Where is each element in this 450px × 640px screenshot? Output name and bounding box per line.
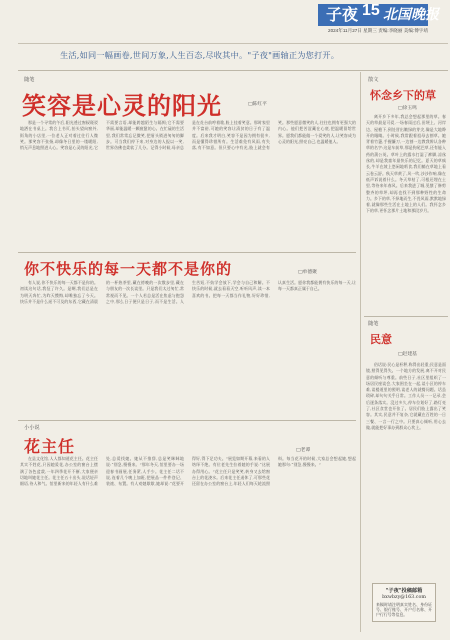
article-body: 有人说,你不快乐的每一天都不是你的。初读这句话,我怔了许久。是啊,我们总是在为明天奔忙,为昨天懊悔,却唯独忘了今天。快乐并不是什么遥不可及的东西,它藏在清晨的一杯热茶里,藏在傍晚的一次散步里,藏在与朋友的一次长谈里。只是我们太过匆忙,常常视而不见。一个人若总是活在焦虑与抱怨之中,那么日子便只是日子,而不是生活。人生苦短,不妨学会放下,学会与自己和解。不快乐的时候,就去看看天空,听听风声,读一本喜欢的书。把每一天都当作礼物,好好珍惜,认真生活。愿你我都能拥有快乐的每一天,让每一天都真正属于自己。 bbox=[20, 280, 356, 304]
submission-title: "子夜"投稿邮箱 bbox=[385, 588, 423, 594]
divider bbox=[18, 43, 448, 44]
article-author: □陈红平 bbox=[248, 102, 267, 107]
article-title: 怀念乡下的草 bbox=[370, 89, 436, 102]
article-column-tag: 散文 bbox=[368, 77, 379, 83]
masthead bbox=[0, 0, 450, 42]
newspaper-logo: 北国晚报 bbox=[383, 7, 439, 23]
divider bbox=[18, 420, 356, 421]
article-author: □老谭 bbox=[296, 448, 311, 453]
section-name: 子夜 bbox=[326, 5, 359, 24]
article-column-tag: 随笔 bbox=[368, 321, 379, 327]
section-slogan: 生活,如同一幅画卷,世间万象,人生百态,尽收其中。"子夜"画轴正为您打开。 bbox=[60, 50, 340, 60]
column-divider bbox=[360, 72, 361, 632]
article-body: 俗话说:民心是杆秤,称得出轻重;民意是面镜,照得见得失。一个地方的发展,离不开对民意的倾听与尊重。前些日子,社区里组织了一场居民座谈会,大家围坐在一起,谈小区的停车难,谈楼道里的照明,谈老人的就餐问题。话虽琐碎,却句句关乎日常。工作人员一一记录,会后逐条落实。没过多久,停车位划好了,路灯亮了,社区食堂也开张了。居民们脸上露出了笑容。其实,民意并不复杂,它就藏在百姓的一日三餐、一言一行之中。只要真心倾听,用心去做,就能把好事办到群众心坎上。 bbox=[366, 362, 446, 430]
article-column-tag: 随笔 bbox=[24, 77, 35, 83]
divider bbox=[18, 252, 356, 253]
submission-email[interactable]: bxwbzy@163.com bbox=[382, 595, 426, 600]
page-number: 15 bbox=[362, 2, 380, 19]
article-author: □赵建基 bbox=[398, 352, 417, 357]
submission-note: 来稿时请注明真实姓名、身份证号、银行账号、开户行名称、开户行行号等信息。 bbox=[376, 602, 432, 618]
article-title: 民意 bbox=[370, 333, 392, 346]
submission-info-box bbox=[372, 583, 436, 622]
article-title: 花主任 bbox=[24, 437, 76, 456]
article-title: 笑容是心灵的阳光 bbox=[22, 91, 222, 120]
article-body: 那是一个寻常的午后,阳光透过窗棂斑驳地洒在书桌上。我合上书页,抬头望向窗外,街角的小店里,一位老人正对着过往行人微笑。那笑容不张扬,却像冬日里的一缕暖阳,悄无声息地照进人心。笑容是心灵的阳光,它不需要言语,却能跨越陌生与隔阂;它不需要华丽,却能温暖一颗疲惫的心。在忙碌的生活里,我们常常忘记微笑,把眉头锁进匆匆的脚步。可当我们停下来,对身边的人报以一笑,世界仿佛也柔软了几分。记得小时候,母亲总是在灶台前哼着歌,脸上挂着笑意。那时家里并不富裕,可她的笑容让清贫的日子有了温度。后来我才明白,笑容不是因为拥有很多,而是懂得珍惜所有。生活难免有风雨,有失落,有不如意。但只要心中有光,脸上就会有笑。那些愿意微笑的人,往往也拥有更强大的内心。他们把苦涩藏在心底,把温暖留给世界。愿我们都能做一个爱笑的人,让笑容成为心灵的阳光,照亮自己,也温暖他人。 bbox=[20, 120, 356, 151]
divider bbox=[18, 70, 448, 71]
article-author: □徐玉鸣 bbox=[398, 106, 417, 111]
article-body: 在县文化馆,人人都知道花主任。花主任其实不姓花,只因她爱花,办公室的窗台上摆满了各色盆栽,一年四季花开不断,大家便亲切地叫她花主任。花主任五十出头,说话轻声细语,待人和气。馆里新来的年轻人有什么难处,总爱找她。她从不推辞,总是笑眯眯地说:“别急,慢慢来。”那年冬天,馆里要办一场迎春书画展,任务紧,人手少。花主任二话不说,连着几个晚上加班,把展品一件件登记、装裱、布置。有人劝她歇歇,她却说:“花要开得好,得下足功夫。”展览如期开幕,来看的人络绎不绝。有位老先生拉着她的手说:“这展办得用心。”花主任只是笑笑,转身又去给窗台上的花浇水。后来花主任退休了,可那些花还留在办公室的窗台上,年轻人们每天轮流照料。每当花开的时候,大家总会想起她,想起她那句:“别急,慢慢来。” bbox=[20, 456, 356, 487]
article-body: 离开乡下多年,我总会想起那里的草。春天的草最是可爱,一场春雨过后,田埂上、河岸边、屋檐下,到处冒出嫩绿的芽尖,像是大地睁开的眼睛。小时候,我常跟着祖母去割草。她背着竹篓,手握镰刀,一边割一边教我辨认各种草的名字:这是车前草,那是狗尾巴草,还有能入药的蒲公英。草叶上的露水打湿了裤脚,凉丝丝的,却是我童年最快乐的记忆。夏天的草疯长,牛羊在坡上悠闲地啃食,我们躺在草地上看云卷云舒。秋天草黄了,风一吹,沙沙作响,像在低声诉说着什么。冬天草枯了,可根还埋在土里,等待来年春风。后来我进了城,见惯了修剪整齐的草坪,却再也找不到那种野性的生命力。乡下的草,不择地而生,不畏风雨,默默地绿着,就像那些生活在土地上的人们。我怀念乡下的草,更怀念那片土地和那段岁月。 bbox=[366, 114, 446, 214]
article-title: 你不快乐的每一天都不是你的 bbox=[24, 260, 233, 278]
date-line: 2024年11月27日 星期三 责编:李晓丽 美编:傅字靖 bbox=[328, 28, 428, 33]
article-author: □单德聚 bbox=[298, 270, 317, 275]
article-column-tag: 小小说 bbox=[24, 425, 40, 431]
divider bbox=[364, 316, 448, 317]
